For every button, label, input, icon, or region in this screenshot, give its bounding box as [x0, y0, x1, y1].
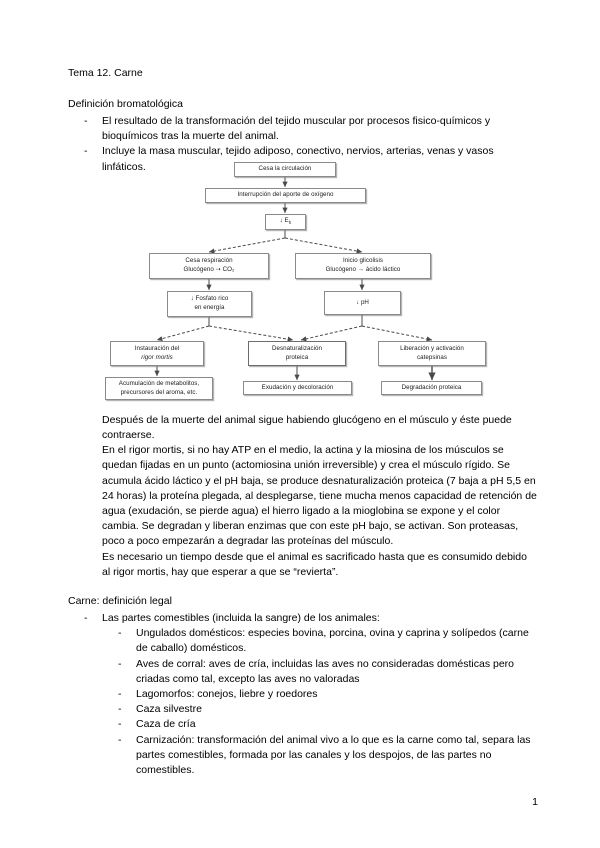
node-label: Instauración del — [134, 344, 180, 352]
node-label: Cesa la circulación — [258, 165, 312, 173]
node-descenso-ph — [324, 291, 401, 315]
node-label: catepsinas — [416, 353, 448, 361]
list-item: - Caza de cría — [102, 717, 538, 732]
list-item: - Caza silvestre — [102, 702, 538, 717]
node-label: Cesa respiración — [185, 257, 233, 265]
node-inicio-glicolisis — [295, 253, 431, 279]
node-interrupcion-oxigeno — [205, 188, 366, 203]
node-label: proteica — [285, 353, 309, 361]
page-title: Tema 12. Carne — [68, 67, 143, 79]
node-label: Interrupción del aporte de oxígeno — [237, 191, 334, 199]
node-label: ↓ Fosfato rico — [190, 295, 229, 303]
node-desnaturalizacion-proteica — [248, 341, 346, 366]
node-cesa-circulacion — [234, 162, 336, 177]
list-item: - Ungulados domésticos: especies bovina, porcina, ovina y caprina y solípedos (carne de caballo) domésticos. — [102, 626, 538, 656]
paragraph: Es necesario un tiempo desde que el animal es sacrificado hasta que es consumido debido al rigor mortis, hay que esperar a que se “revierta”. — [102, 550, 527, 578]
node-label-text: ↓ E — [279, 216, 289, 224]
node-label-subscript: h — [288, 219, 292, 225]
sub-bullet-list-legal — [102, 626, 538, 778]
node-label: Inicio glicolisis — [342, 257, 384, 265]
node-label: Liberación y activación — [400, 344, 464, 352]
section-heading-legal: Carne: definición legal — [68, 595, 172, 608]
node-exudacion-decoloracion — [243, 381, 352, 395]
bullet-list-legal — [68, 611, 538, 626]
flowchart-post-mortem — [105, 160, 505, 403]
node-label: Degradación proteica — [401, 383, 462, 391]
list-item: - Incluye la masa muscular, tejido adiposo, conectivo, nervios, arterias, venas y vasos linfáticos. — [68, 144, 538, 174]
list-item: - El resultado de la transformación del tejido muscular por procesos fisico-químicos y bioquímicos tras la muerte del animal. — [68, 114, 538, 144]
node-label: precursores del aroma, etc. — [120, 388, 198, 396]
node-instauracion-rigor-mortis — [110, 341, 204, 366]
paragraph: Después de la muerte del animal sigue habiendo glucógeno en el músculo y éste puede contraerse. — [102, 413, 512, 442]
section-heading-bromatologica: Definición bromatológica — [68, 98, 183, 110]
list-item: - Lagomorfos: conejos, liebre y roedores — [102, 687, 538, 702]
paragraph: En el rigor mortis, si no hay ATP en el medio, la actina y la miosina de los músculos se quedan fijadas en un punto (actomiosina unión irreversible) y crea el músculo rígido. Se acumula ácido láctico y el pH baja, se produce desnaturalización proteica (7 baja a pH 5,5 en 24 horas) la proteína plegada, al desplegarse, tiene mucha menos capacidad de retención de agua (exudación, se pierde agua) el hierro ligado a la mioglobina se expone y el color cambia. Se degradan y liberan enzimas que con este pH bajo, se activan. Son proteasas, poco a poco empezarán a degradar las proteínas del músculo. — [102, 444, 537, 548]
node-descenso-eh — [265, 214, 306, 230]
node-fosfato-rico-energia — [167, 291, 252, 317]
list-item: - Aves de corral: aves de cría, incluidas las aves no consideradas domésticas pero criadas como tal, excepto las aves no valoradas — [102, 657, 538, 687]
node-label: ↓ pH — [356, 298, 369, 306]
node-cesa-respiracion — [149, 253, 269, 279]
list-item: - Carnización: transformación del animal vivo a lo que es la carne como tal, separa las partes comestibles, formada por las canales y los despojos, de las partes no comestibles. — [102, 733, 538, 779]
node-label: Desnaturalización — [271, 344, 323, 352]
node-label: Glucógeno ⇢ CO₂ — [183, 266, 235, 273]
node-label: Exudación y decoloración — [261, 383, 334, 391]
node-liberacion-catepsinas — [378, 341, 486, 366]
body-paragraphs — [102, 413, 538, 580]
node-acumulacion-metabolitos — [105, 377, 213, 400]
section-gap — [68, 580, 538, 594]
page-number: 1 — [532, 796, 538, 808]
node-label: Glucógeno → ácido láctico — [325, 266, 401, 273]
node-label: en energía — [194, 304, 225, 311]
node-degradacion-proteica — [381, 381, 482, 395]
node-label — [280, 217, 292, 228]
node-label: rigor mortis — [141, 353, 173, 361]
list-item: - Las partes comestibles (incluida la sangre) de los animales: — [68, 611, 538, 626]
node-label: Acumulación de metabolitos, — [118, 379, 200, 387]
